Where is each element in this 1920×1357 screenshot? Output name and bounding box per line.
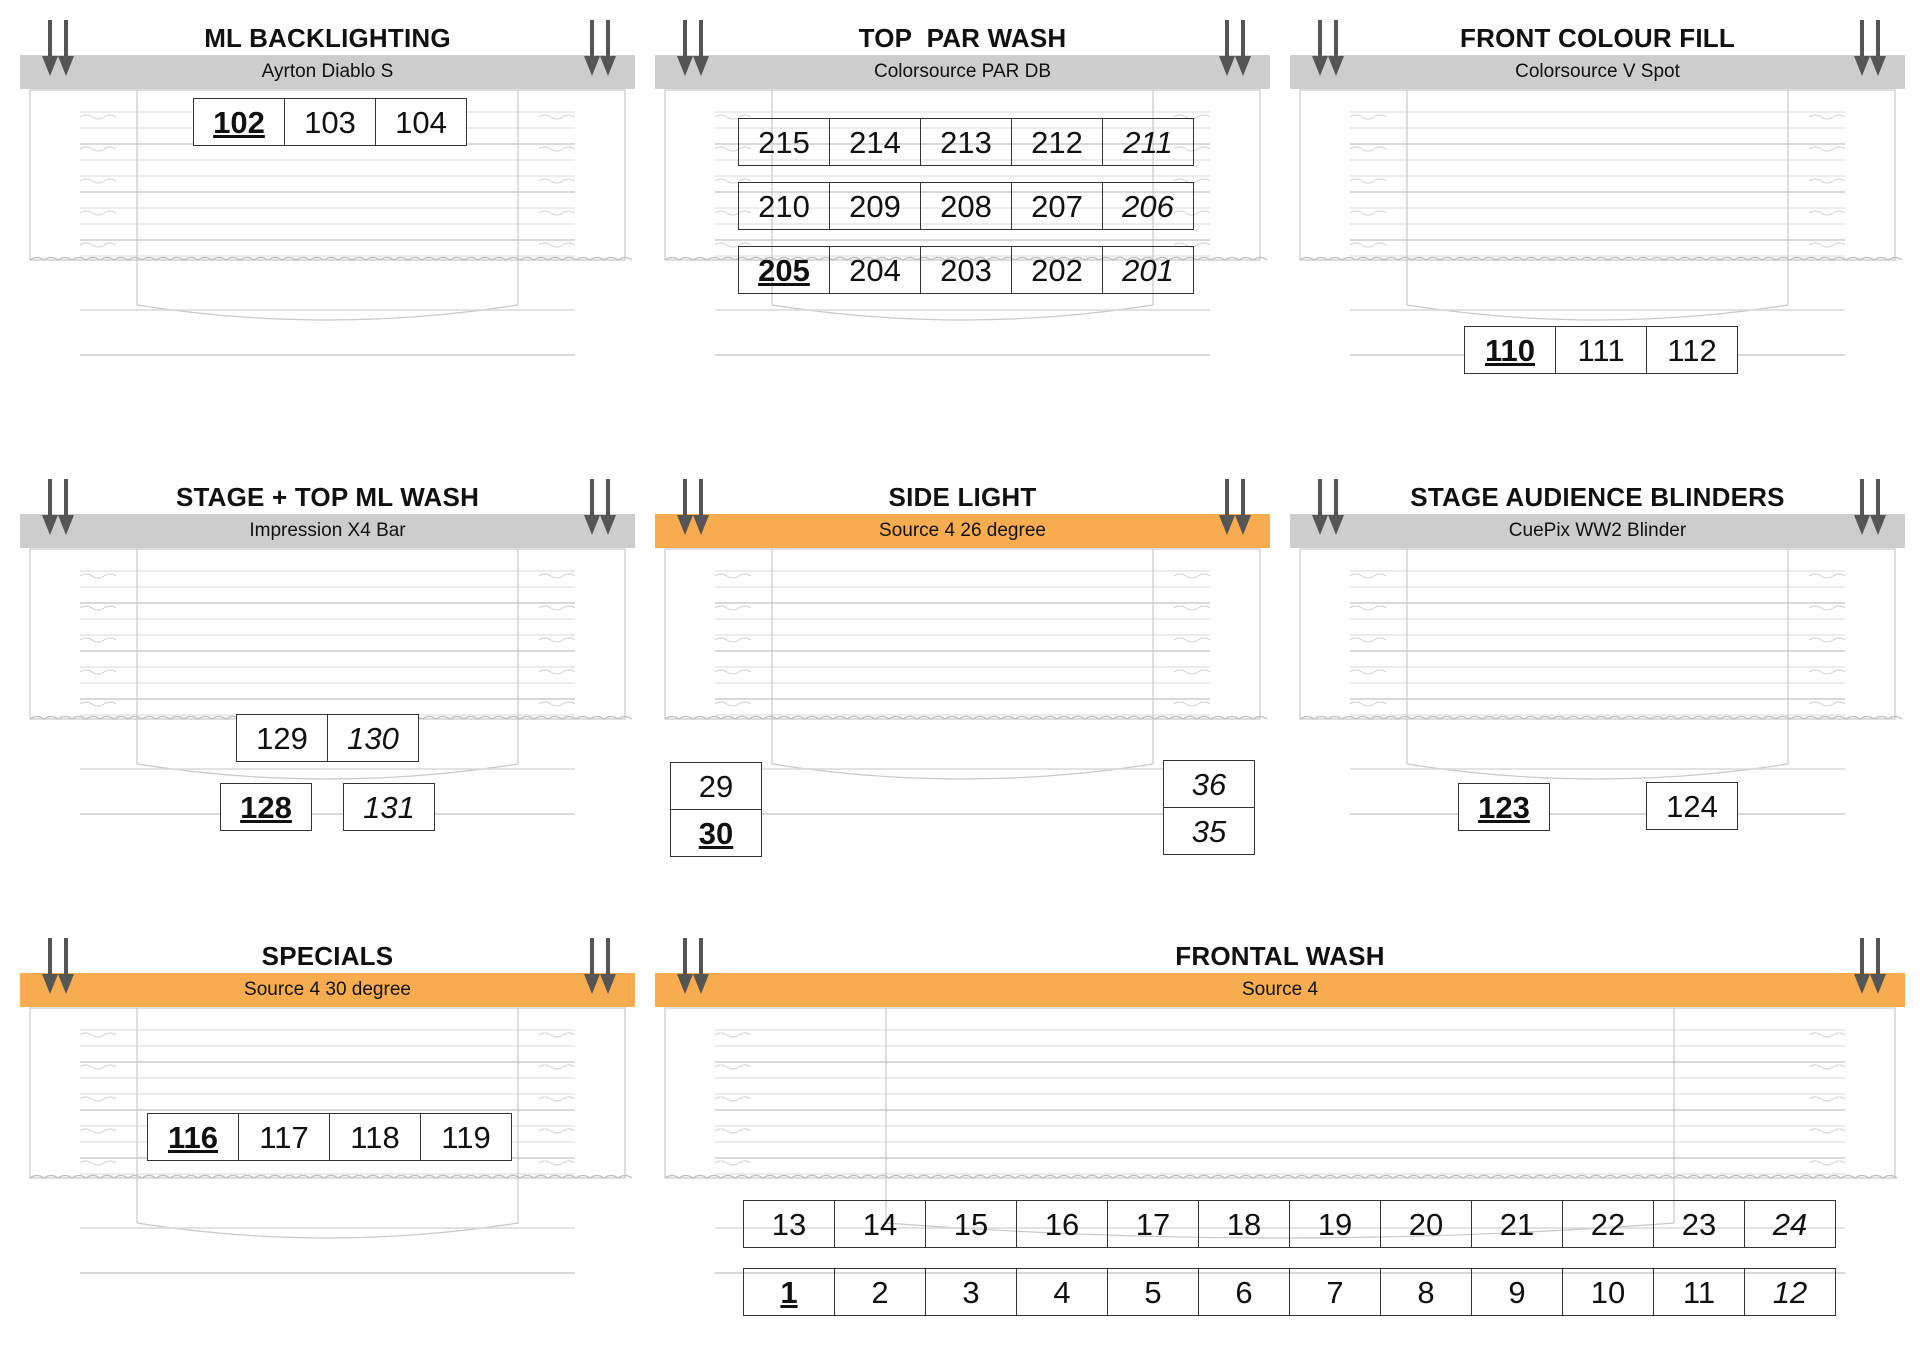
channel-cell: 36 (1164, 761, 1255, 808)
channel-grid (738, 118, 1194, 294)
panel-title: FRONTAL WASH (1175, 941, 1385, 971)
channel-cell: 22 (1563, 1201, 1654, 1248)
channel-cell: 11 (1654, 1269, 1745, 1316)
channel-cell: 211 (1103, 119, 1194, 166)
channel-cell: 10 (1563, 1269, 1654, 1316)
channel-cell: 102 (194, 99, 285, 146)
channel-row (739, 183, 1194, 230)
channel-grid (147, 1113, 512, 1161)
channel-cell: 17 (1108, 1201, 1199, 1248)
down-arrows-icon (675, 936, 715, 998)
panel-title: STAGE AUDIENCE BLINDERS (1410, 482, 1785, 512)
channel-cell: 213 (921, 119, 1012, 166)
channel-cell: 124 (1647, 783, 1738, 830)
down-arrows-icon (1217, 477, 1257, 539)
channel-cell: 130 (328, 715, 419, 762)
channel-cell: 30 (671, 810, 762, 857)
channel-cell: 8 (1381, 1269, 1472, 1316)
fixture-type-band: Source 4 26 degree (655, 514, 1270, 548)
panel-specials (20, 936, 635, 1346)
panel-stage-top-ml-wash (20, 477, 635, 897)
channel-grid (220, 783, 312, 831)
channel-cell: 20 (1381, 1201, 1472, 1248)
channel-grid (236, 714, 419, 762)
channel-cell: 2 (835, 1269, 926, 1316)
down-arrows-icon (1852, 18, 1892, 80)
channel-row (744, 1269, 1836, 1316)
channel-stack (670, 762, 762, 857)
channel-cell: 206 (1103, 183, 1194, 230)
channel-row (1459, 784, 1550, 831)
channel-cell: 111 (1556, 327, 1647, 374)
down-arrows-icon (1217, 18, 1257, 80)
fixture-type-band: Source 4 30 degree (20, 973, 635, 1007)
fixture-type-band: Colorsource PAR DB (655, 55, 1270, 89)
channel-cell: 208 (921, 183, 1012, 230)
channel-cell: 207 (1012, 183, 1103, 230)
channel-grid (343, 783, 435, 831)
channel-cell: 116 (148, 1114, 239, 1161)
channel-cell: 112 (1647, 327, 1738, 374)
fixture-type-band: Ayrton Diablo S (20, 55, 635, 89)
channel-cell: 119 (421, 1114, 512, 1161)
row-spacer (739, 230, 1194, 247)
channel-row (1647, 783, 1738, 830)
channel-grid (743, 1200, 1836, 1316)
channel-cell: 4 (1017, 1269, 1108, 1316)
panel-title: STAGE + TOP ML WASH (175, 482, 480, 512)
channel-cell: 203 (921, 247, 1012, 294)
channel-row (1164, 761, 1255, 808)
channel-cell: 104 (376, 99, 467, 146)
channel-cell: 103 (285, 99, 376, 146)
down-arrows-icon (582, 477, 622, 539)
down-arrows-icon (1852, 477, 1892, 539)
panel-side-light (655, 477, 1270, 897)
down-arrows-icon (1310, 477, 1350, 539)
channel-cell: 16 (1017, 1201, 1108, 1248)
panel-ml-backlighting (20, 18, 635, 438)
channel-cell: 202 (1012, 247, 1103, 294)
channel-cell: 14 (835, 1201, 926, 1248)
channel-cell: 118 (330, 1114, 421, 1161)
channel-cell: 210 (739, 183, 830, 230)
channel-row (194, 99, 467, 146)
channel-cell: 209 (830, 183, 921, 230)
channel-cell: 128 (221, 784, 312, 831)
channel-grid (193, 98, 467, 146)
channel-cell: 6 (1199, 1269, 1290, 1316)
channel-row (237, 715, 419, 762)
panel-stage-audience-blinders (1290, 477, 1905, 897)
channel-cell: 15 (926, 1201, 1017, 1248)
down-arrows-icon (40, 936, 80, 998)
panel-title: SIDE LIGHT (888, 482, 1037, 512)
down-arrows-icon (40, 18, 80, 80)
channel-cell: 3 (926, 1269, 1017, 1316)
channel-cell: 12 (1745, 1269, 1836, 1316)
down-arrows-icon (582, 18, 622, 80)
channel-cell: 123 (1459, 784, 1550, 831)
channel-row (671, 810, 762, 857)
channel-row (1465, 327, 1738, 374)
channel-row (739, 119, 1194, 166)
channel-grid (1646, 782, 1738, 830)
channel-cell: 110 (1465, 327, 1556, 374)
channel-cell: 117 (239, 1114, 330, 1161)
panel-frontal-wash (655, 936, 1905, 1346)
panel-title: ML BACKLIGHTING (204, 23, 451, 53)
channel-cell: 24 (1745, 1201, 1836, 1248)
channel-cell: 23 (1654, 1201, 1745, 1248)
channel-cell: 9 (1472, 1269, 1563, 1316)
down-arrows-icon (1310, 18, 1350, 80)
channel-cell: 215 (739, 119, 830, 166)
channel-cell: 205 (739, 247, 830, 294)
channel-cell: 1 (744, 1269, 835, 1316)
channel-grid (1464, 326, 1738, 374)
channel-row (1164, 808, 1255, 855)
row-spacer (739, 166, 1194, 183)
panel-front-colour-fill (1290, 18, 1905, 438)
panel-title: SPECIALS (261, 941, 394, 971)
row-spacer (744, 1248, 1836, 1269)
channel-cell: 214 (830, 119, 921, 166)
fixture-type-band: Source 4 (655, 973, 1905, 1007)
down-arrows-icon (675, 18, 715, 80)
down-arrows-icon (40, 477, 80, 539)
channel-row (344, 784, 435, 831)
channel-cell: 212 (1012, 119, 1103, 166)
channel-row (671, 763, 762, 810)
channel-cell: 204 (830, 247, 921, 294)
down-arrows-icon (582, 936, 622, 998)
channel-cell: 19 (1290, 1201, 1381, 1248)
channel-cell: 21 (1472, 1201, 1563, 1248)
channel-cell: 129 (237, 715, 328, 762)
fixture-type-band: Impression X4 Bar (20, 514, 635, 548)
panel-top-par-wash (655, 18, 1270, 438)
channel-stack (1163, 760, 1255, 855)
channel-cell: 35 (1164, 808, 1255, 855)
channel-row (739, 247, 1194, 294)
channel-cell: 18 (1199, 1201, 1290, 1248)
channel-cell: 7 (1290, 1269, 1381, 1316)
channel-row (221, 784, 312, 831)
fixture-type-band: CuePix WW2 Blinder (1290, 514, 1905, 548)
channel-row (744, 1201, 1836, 1248)
channel-grid (1458, 783, 1550, 831)
channel-cell: 13 (744, 1201, 835, 1248)
channel-cell: 201 (1103, 247, 1194, 294)
panel-title: TOP PAR WASH (858, 23, 1067, 53)
channel-cell: 131 (344, 784, 435, 831)
channel-cell: 5 (1108, 1269, 1199, 1316)
down-arrows-icon (675, 477, 715, 539)
fixture-type-band: Colorsource V Spot (1290, 55, 1905, 89)
channel-row (148, 1114, 512, 1161)
channel-cell: 29 (671, 763, 762, 810)
panel-title: FRONT COLOUR FILL (1460, 23, 1735, 53)
down-arrows-icon (1852, 936, 1892, 998)
